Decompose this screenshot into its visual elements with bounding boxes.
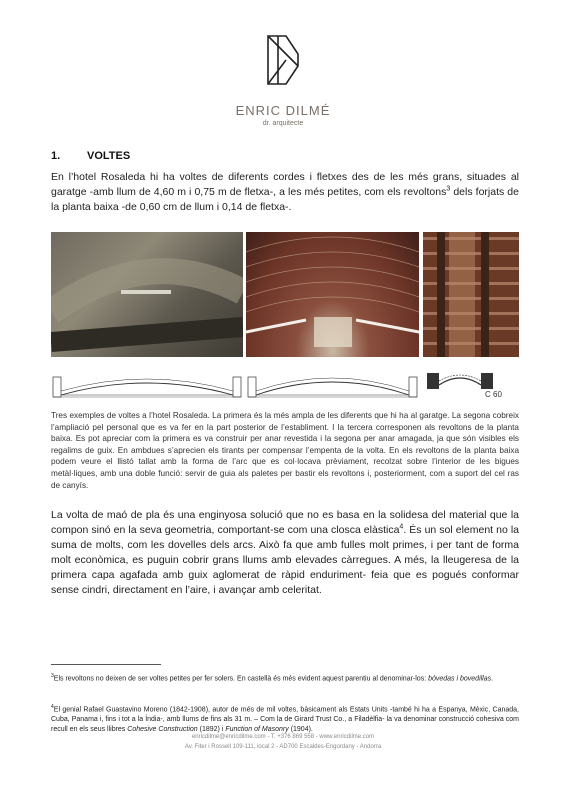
- footnote-3-italic: bóvedas i bovedillas: [428, 675, 492, 683]
- footnote-4-italic-2: Function of Masonry: [225, 726, 289, 734]
- footnote-ref-3[interactable]: 3: [446, 185, 451, 193]
- footnote-3: [51, 671, 519, 684]
- footnote-3-text: Els revoltons no deixen de ser voltes petites per fer solers. En castellà és més evident aquest parentiu al denominar-los:: [53, 675, 429, 683]
- footnote-3-mark: 3: [51, 673, 54, 679]
- vault-drawing-brick: [246, 369, 419, 399]
- footnote-4-text: El genial Rafael Guastavino Moreno (1842-1908), autor de més de mil voltes, bàsicament als Estats Units -també hi ha a Espanya, Mèxic, Canada, Cuba, Panama i, fins i tot a la Índia-, amb llums de fins als 31 m. – Com la de Girard Trust Co., a Filadèlfia- la va denominar construcció cohesiva com recull en els seus llibres: [51, 706, 519, 734]
- footer-address: Av. Fiter i Rossell 109-111, local 2 - AD700 Escaldes-Engordany - Andorra: [184, 744, 382, 750]
- vault-drawing-garage: [51, 369, 243, 399]
- section-number: 1.: [51, 150, 61, 162]
- brand-subtitle: dr. arquitecte: [262, 120, 304, 127]
- section-title: VOLTES: [87, 150, 131, 162]
- footnote-4-middle: (1892) i: [197, 726, 226, 734]
- logo-icon: [266, 34, 300, 86]
- vault-photo-garage: [51, 232, 243, 357]
- figure-caption: Tres exemples de voltes a l’hotel Rosaleda. La primera és la més ampla de les diferents que hi ha al garatge. La segona cobreix l’ampliació pel personal que es va fer en la part posterior de l’establiment. I la tercera corresponen als revoltons de la planta baixa. Es pot apreciar com la primera es va construir per anar revestida i la segona per anar amagada, ja que són visibles els regalims de guix. En ambdues s’aprecien els tirants per compensar l’empenta de la volta. En els revoltons de la planta baixa podem veure el llistó tallat amb la forma de l’arc que es col·locava prèviament, recolzat sobre l’interior de les bigues metàl·liques, amb una doble funció: servir de guia als paletes per bastir els revoltons i, posteriorment, com a suport del cel ras de canyís.: [51, 411, 519, 490]
- brand-name: ENRIC DILMÉ: [235, 103, 331, 118]
- vault-text-end: . És un sol element no la suma de molts, com les dovelles dels arcs. Això fa que amb fulles molt primes, i per tant de forma molt econòmica, es puguin cobrir grans llums amb elevades càrregues. A més, la lleugeresa de la primera capa agafada amb guix aglomerat de ràpid enduriment- feia que es pogués conformar sense cindri, directament en l’aire, i avançar amb celeritat.: [51, 524, 520, 596]
- footnote-4-mark: 4: [51, 704, 54, 710]
- footnote-divider: [51, 664, 161, 665]
- footnote-ref-4[interactable]: 4: [399, 523, 404, 531]
- intro-text-end: dels forjats de la planta baixa -de 0,60 cm de llum i 0,14 de fletxa-.: [51, 186, 519, 213]
- footer-contact[interactable]: enricdilme@enricdilme.com - T. +376 869 558 - www.enricdilme.com: [191, 734, 375, 740]
- drawing-label-c60: C 60: [485, 390, 502, 399]
- vault-drawing-revoltons: [423, 369, 519, 399]
- section-heading: [51, 150, 130, 162]
- intro-paragraph: [51, 170, 519, 215]
- vault-photo-brick: [246, 232, 419, 357]
- vault-paragraph: [51, 508, 519, 598]
- footnote-3-end: .: [491, 675, 494, 683]
- vault-text: La volta de maó de pla és una enginyosa solució que no es basa en la solidesa del material que la compon sinó en la seva geometria, comportant-se com una closca elàstica: [51, 509, 519, 536]
- vault-photo-revoltons: [423, 232, 519, 357]
- footnote-4-end: (1904).: [288, 726, 313, 734]
- footnote-4-italic-1: Cohesive Construction: [127, 726, 198, 734]
- intro-text: En l’hotel Rosaleda hi ha voltes de diferents cordes i fletxes des de les més grans, situades al garatge -amb llum de 4,60 m i 0,75 m de fletxa-, a les més petites, com els revoltons: [51, 171, 519, 198]
- footnote-4: [51, 702, 519, 735]
